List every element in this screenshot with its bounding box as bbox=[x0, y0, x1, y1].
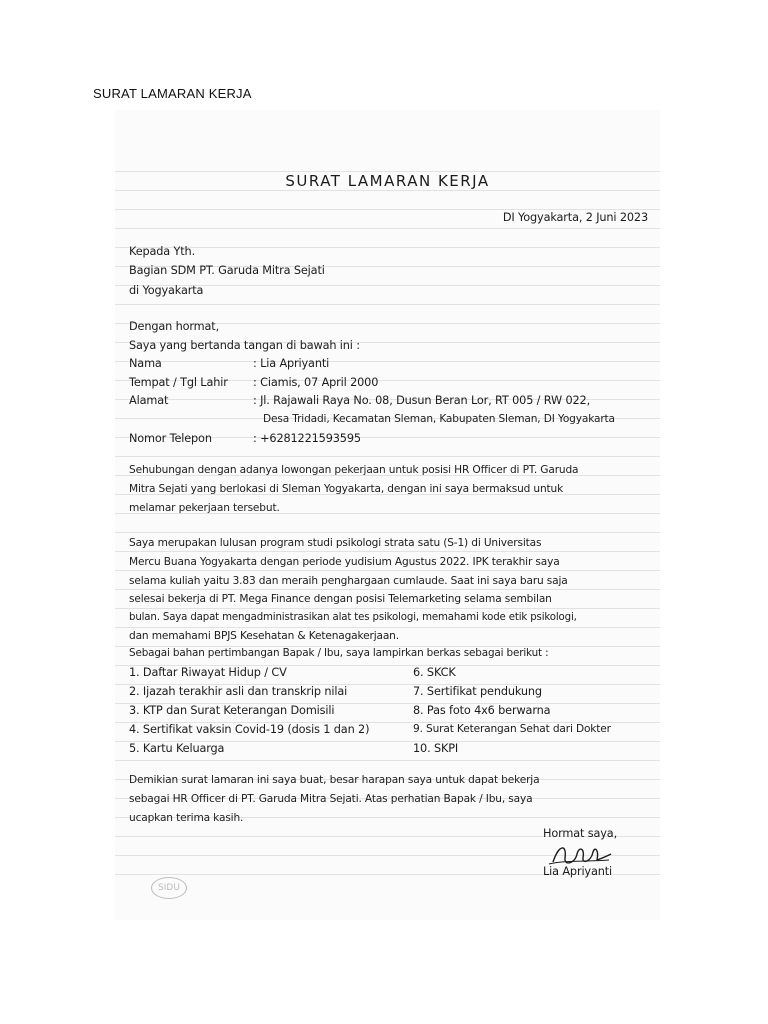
attachment-item: 8. Pas foto 4x6 berwarna bbox=[413, 704, 551, 717]
document-heading: SURAT LAMARAN KERJA bbox=[93, 86, 252, 101]
recipient-line: di Yogyakarta bbox=[129, 284, 204, 297]
recipient-line: Bagian SDM PT. Garuda Mitra Sejati bbox=[129, 264, 325, 277]
phone-label: Nomor Telepon bbox=[129, 432, 212, 445]
attachment-item: 2. Ijazah terakhir asli dan transkrip nilai bbox=[129, 685, 348, 698]
address-label: Alamat bbox=[129, 394, 169, 407]
address-value-line2: Desa Tridadi, Kecamatan Sleman, Kabupaten Sleman, DI Yogyakarta bbox=[263, 413, 615, 425]
attachment-item: 6. SKCK bbox=[413, 666, 456, 679]
attachment-item: 5. Kartu Keluarga bbox=[129, 742, 225, 755]
recipient-line: Kepada Yth. bbox=[129, 245, 196, 258]
paragraph-line: selama kuliah yaitu 3.83 dan meraih penghargaan cumlaude. Saat ini saya baru saja bbox=[129, 575, 568, 587]
paragraph-line: Mercu Buana Yogyakarta dengan periode yudisium Agustus 2022. IPK terakhir saya bbox=[129, 556, 560, 568]
phone-value: : +6281221593595 bbox=[253, 432, 361, 445]
signoff: Hormat saya, bbox=[543, 827, 618, 840]
name-label: Nama bbox=[129, 357, 162, 370]
paragraph-line: Mitra Sejati yang berlokasi di Sleman Yogyakarta, dengan ini saya bermaksud untuk bbox=[129, 483, 564, 495]
paragraph-line: Saya merupakan lulusan program studi psikologi strata satu (S-1) di Universitas bbox=[129, 537, 542, 549]
name-value: : Lia Apriyanti bbox=[253, 357, 330, 370]
paragraph-line: Sehubungan dengan adanya lowongan pekerjaan untuk posisi HR Officer di PT. Garuda bbox=[129, 464, 579, 476]
birth-value: : Ciamis, 07 April 2000 bbox=[253, 376, 379, 389]
signer-name: Lia Apriyanti bbox=[543, 865, 613, 878]
attachment-item: 10. SKPI bbox=[413, 742, 459, 755]
paragraph-line: bulan. Saya dapat mengadministrasikan alat tes psikologi, memahami kode etik psikologi, bbox=[129, 612, 577, 623]
attachments-intro: Sebagai bahan pertimbangan Bapak / Ibu, saya lampirkan berkas sebagai berikut : bbox=[129, 647, 549, 659]
closing-line: sebagai HR Officer di PT. Garuda Mitra Sejati. Atas perhatian Bapak / Ibu, saya bbox=[129, 793, 533, 805]
attachment-item: 9. Surat Keterangan Sehat dari Dokter bbox=[413, 723, 611, 735]
birth-label: Tempat / Tgl Lahir bbox=[129, 376, 228, 389]
stamp-logo: SIDU bbox=[151, 877, 187, 899]
address-value-line1: : Jl. Rajawali Raya No. 08, Dusun Beran Lor, RT 005 / RW 022, bbox=[253, 394, 591, 407]
letter-title: SURAT LAMARAN KERJA bbox=[285, 172, 490, 190]
attachment-item: 7. Sertifikat pendukung bbox=[413, 685, 542, 698]
paragraph-line: melamar pekerjaan tersebut. bbox=[129, 502, 280, 514]
letter-date: DI Yogyakarta, 2 Juni 2023 bbox=[502, 211, 648, 224]
handwritten-letter-page bbox=[115, 110, 660, 920]
closing-line: ucapkan terima kasih. bbox=[129, 812, 244, 824]
paragraph-line: dan memahami BPJS Kesehatan & Ketenagakerjaan. bbox=[129, 630, 399, 642]
closing-line: Demikian surat lamaran ini saya buat, besar harapan saya untuk dapat bekerja bbox=[129, 774, 540, 786]
attachment-item: 3. KTP dan Surat Keterangan Domisili bbox=[129, 704, 335, 717]
attachment-item: 1. Daftar Riwayat Hidup / CV bbox=[129, 666, 287, 679]
intro-line: Saya yang bertanda tangan di bawah ini : bbox=[129, 339, 360, 352]
paragraph-line: selesai bekerja di PT. Mega Finance dengan posisi Telemarketing selama sembilan bbox=[129, 593, 552, 605]
greeting-line: Dengan hormat, bbox=[129, 320, 220, 333]
attachment-item: 4. Sertifikat vaksin Covid-19 (dosis 1 dan 2) bbox=[129, 723, 370, 736]
